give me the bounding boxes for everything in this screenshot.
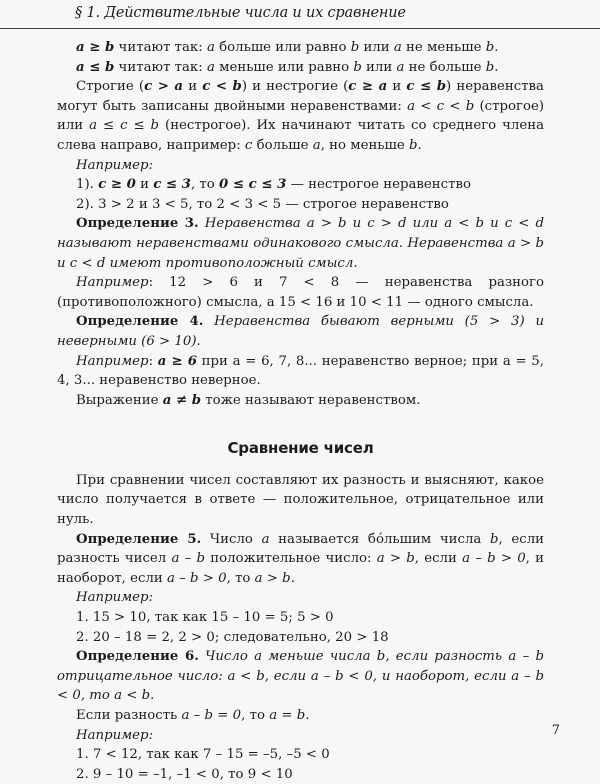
example-item: 1). c ≥ 0 и c ≤ 3, то 0 ≤ c ≤ 3 — нестрогое неравенство <box>76 177 471 193</box>
definition-4-example: Например: a ≥ 6 при a = 6, 7, 8... неравенство верное; при a = 5, 4, 3... неравенство неверное. <box>57 353 544 389</box>
example-label: Например: <box>76 727 154 743</box>
reading-le: a ≤ b читают так: a меньше или равно b или a не больше b. <box>76 59 499 75</box>
example-item: 2). 3 > 2 и 3 < 5, то 2 < 3 < 5 — строгое неравенство <box>76 196 449 212</box>
page-number: 7 <box>551 723 560 738</box>
example-item: 1. 15 > 10, так как 15 – 10 = 5; 5 > 0 <box>76 610 334 626</box>
strict-paragraph: Строгие (c > a и c < b) и нестрогие (c ≥ a и c ≤ b) неравенства могут быть записаны двойными неравенствами: a < c < b (строгое) или a ≤ c ≤ b (нестрогое). Их начинают читать со среднего члена слева направо, например: c больше a, но меньше b. <box>57 79 545 153</box>
example-item: 2. 9 – 10 = –1, –1 < 0, то 9 < 10 <box>76 766 293 782</box>
section-title: Сравнение чисел <box>227 439 374 458</box>
definition-3-example: Например: 12 > 6 и 7 < 8 — неравенства разного (противоположного) смысла, а 15 < 16 и 10 < 11 — одного смысла. <box>57 275 544 310</box>
definition-3: Определение 3. Неравенства a > b и c > d или a < b и c < d называют неравенствами одинакового смысла. Неравенства a > b и c < d имеют противоположный смысл. <box>57 216 544 271</box>
not-equal-paragraph: Выражение a ≠ b тоже называют неравенством. <box>76 392 421 408</box>
example-label: Например: <box>76 590 154 606</box>
example-item: 2. 20 – 18 = 2, 2 > 0; следовательно, 20 > 18 <box>76 629 389 645</box>
definition-5: Определение 5. Число a называется бо́льшим числа b, если разность чисел a – b положительное число: a > b, если a – b > 0, и наоборот, если a – b > 0, то a > b. <box>57 531 545 586</box>
header-rule <box>0 28 600 29</box>
definition-6: Определение 6. Число a меньше числа b, если разность a – b отрицательное число: a < b, если a – b < 0, и наоборот, если a – b < 0, то a < b. <box>57 649 544 704</box>
running-head: § 1. Действительные числа и их сравнение <box>75 5 406 21</box>
page-body <box>57 38 544 784</box>
intro-paragraph: При сравнении чисел составляют их разность и выясняют, какое число получается в ответе — положительное, отрицательное или нуль. <box>57 472 544 528</box>
example-label: Например: <box>76 157 154 173</box>
equality-paragraph: Если разность a – b = 0, то a = b. <box>76 708 310 723</box>
reading-ge: a ≥ b читают так: a больше или равно b или a не меньше b. <box>76 40 499 55</box>
definition-4: Определение 4. Неравенства бывают верными (5 > 3) и неверными (6 > 10). <box>57 314 545 349</box>
example-item: 1. 7 < 12, так как 7 – 15 = –5, –5 < 0 <box>76 747 330 763</box>
